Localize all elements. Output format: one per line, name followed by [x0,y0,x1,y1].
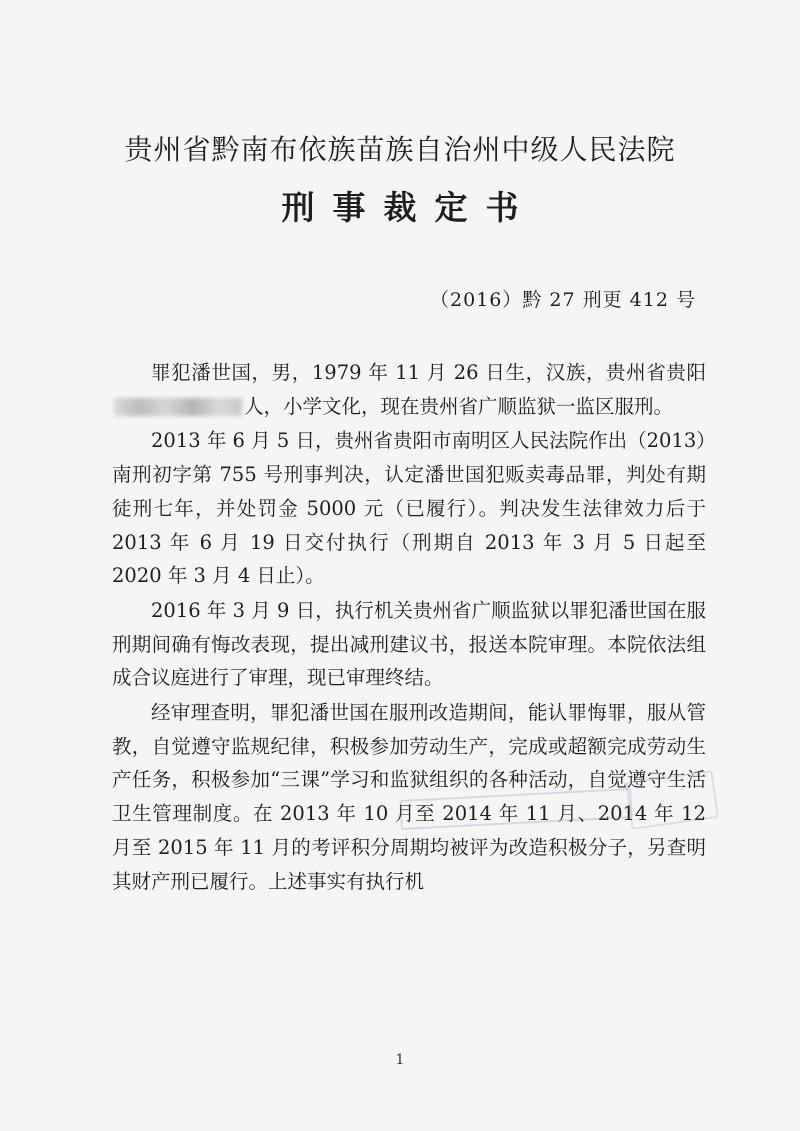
page-number: 1 [395,1052,405,1068]
redacted-address [114,398,242,416]
defendant-info-text-cont: 人，小学文化，现在贵州省广顺监狱一监区服刑。 [244,394,674,418]
defendant-info-text: 罪犯潘世国，男，1979 年 11 月 26 日生，汉族，贵州省贵阳 [151,361,706,384]
paragraph-commutation-proposal: 2016 年 3 月 9 日，执行机关贵州省广顺监狱以罪犯潘世国在服刑期间确有悔改表现，提出减刑建议书，报送本院审理。本院依法组成合议庭进行了审理，现已审理终结。 [112,598,706,690]
court-name: 贵州省黔南布依族苗族自治州中级人民法院 [124,133,676,166]
paragraph-findings: 经审理查明，罪犯潘世国在服刑改造期间，能认罪悔罪，服从管教，自觉遵守监规纪律，积极参加劳动生产，完成或超额完成劳动生产任务，积极参加“三课”学习和监狱组织的各种活动，自觉遵守生活卫生管理制度。在 2013 年 10 月至 2014 年 11 月、2014 年 12 月至 2015 年 11 月的考评积分周期均被评为改造积极分子，另查明其财产刑已履行。上述事实有执行机 [112,701,706,893]
document-type-title: 刑事裁定书 [281,188,537,227]
case-number: （2016）黔 27 刑更 412 号 [430,289,696,311]
paragraph-original-judgment: 2013 年 6 月 5 日，贵州省贵阳市南明区人民法院作出（2013）南刑初字第 755 号刑事判决，认定潘世国犯贩卖毒品罪，判处有期徒刑七年，并处罚金 5000 元（已履行）。判决发生法律效力后于 2013 年 6 月 19 日交付执行（刑期自 2013 年 3 月 5 日起至 2020 年 3 月 4 日止）。 [112,429,706,588]
paragraph-defendant-info [112,356,706,423]
